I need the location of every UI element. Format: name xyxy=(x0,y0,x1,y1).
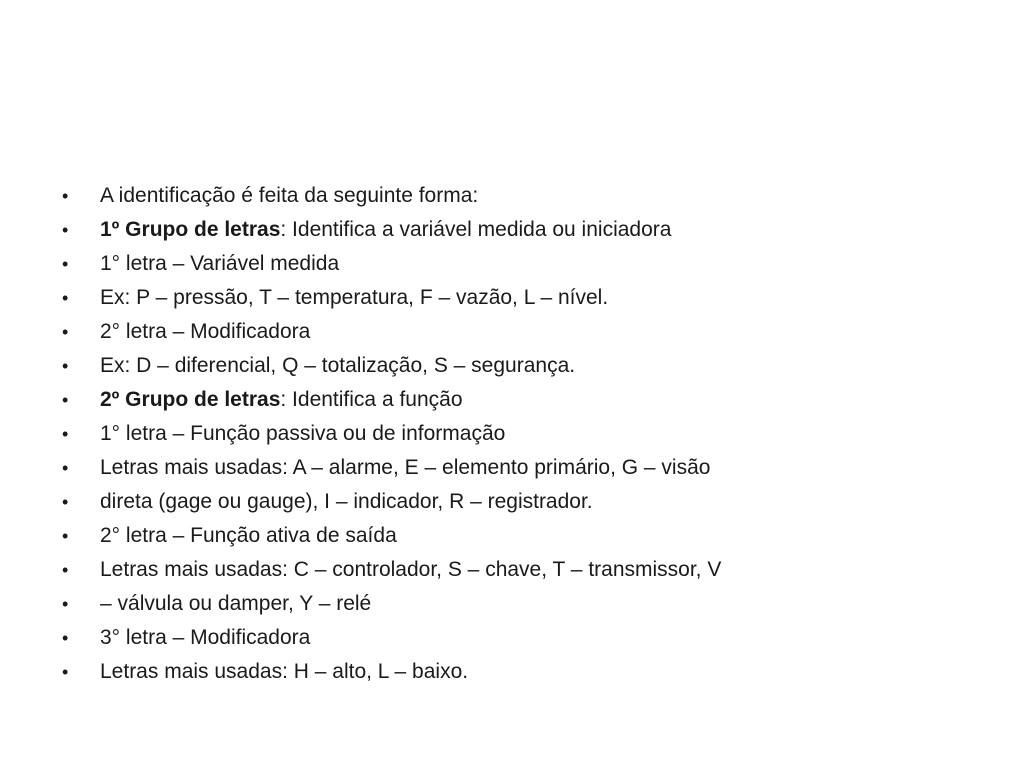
bullet-plain-text: Letras mais usadas: A – alarme, E – elemento primário, G – visão xyxy=(100,456,711,479)
bullet-item xyxy=(62,315,962,349)
bullet-list xyxy=(62,179,962,689)
bullet-plain-text: 1° letra – Função passiva ou de informação xyxy=(100,422,506,445)
bullet-text xyxy=(100,247,339,281)
bullet-item xyxy=(62,587,962,621)
bullet-icon: • xyxy=(62,424,69,444)
bullet-text xyxy=(100,383,463,417)
bullet-text xyxy=(100,621,310,655)
bullet-item xyxy=(62,179,962,213)
bullet-icon: • xyxy=(62,186,69,206)
bullet-text xyxy=(100,417,505,451)
bullet-icon: • xyxy=(62,628,69,648)
bullet-item xyxy=(62,349,962,383)
bullet-plain-text: – válvula ou damper, Y – relé xyxy=(100,592,372,615)
bullet-plain-text: 3° letra – Modificadora xyxy=(100,626,311,649)
bullet-text xyxy=(100,519,397,553)
bullet-bold-text: 1º Grupo de letras xyxy=(100,218,281,241)
bullet-icon: • xyxy=(62,662,69,682)
bullet-plain-text: 1° letra – Variável medida xyxy=(100,252,340,275)
bullet-item xyxy=(62,553,962,587)
bullet-item xyxy=(62,519,962,553)
bullet-bold-text: 2º Grupo de letras xyxy=(100,388,281,411)
bullet-item xyxy=(62,451,962,485)
bullet-item xyxy=(62,417,962,451)
bullet-plain-text: Ex: D – diferencial, Q – totalização, S – segurança. xyxy=(100,354,576,377)
bullet-text xyxy=(100,655,468,689)
bullet-plain-text: Letras mais usadas: C – controlador, S – chave, T – transmissor, V xyxy=(100,558,722,581)
bullet-icon: • xyxy=(62,560,69,580)
bullet-item xyxy=(62,281,962,315)
bullet-item xyxy=(62,655,962,689)
bullet-icon: • xyxy=(62,492,69,512)
bullet-text xyxy=(100,587,371,621)
bullet-plain-text: : Identifica a variável medida ou iniciadora xyxy=(280,218,672,241)
bullet-item xyxy=(62,213,962,247)
bullet-text xyxy=(100,213,671,247)
bullet-icon: • xyxy=(62,526,69,546)
bullet-icon: • xyxy=(62,220,69,240)
bullet-text xyxy=(100,179,478,213)
bullet-plain-text: A identificação é feita da seguinte forma: xyxy=(100,184,479,207)
bullet-plain-text: Letras mais usadas: H – alto, L – baixo. xyxy=(100,660,469,683)
bullet-icon: • xyxy=(62,254,69,274)
bullet-icon: • xyxy=(62,288,69,308)
bullet-item xyxy=(62,383,962,417)
bullet-plain-text: : Identifica a função xyxy=(280,388,463,411)
bullet-text xyxy=(100,485,593,519)
bullet-icon: • xyxy=(62,594,69,614)
bullet-item xyxy=(62,247,962,281)
bullet-icon: • xyxy=(62,390,69,410)
bullet-plain-text: Ex: P – pressão, T – temperatura, F – vazão, L – nível. xyxy=(100,286,609,309)
bullet-text xyxy=(100,349,575,383)
bullet-plain-text: 2° letra – Modificadora xyxy=(100,320,311,343)
bullet-text xyxy=(100,315,310,349)
bullet-icon: • xyxy=(62,356,69,376)
bullet-icon: • xyxy=(62,322,69,342)
bullet-text xyxy=(100,553,721,587)
bullet-text xyxy=(100,281,608,315)
bullet-text xyxy=(100,451,710,485)
bullet-icon: • xyxy=(62,458,69,478)
bullet-item xyxy=(62,485,962,519)
bullet-plain-text: 2° letra – Função ativa de saída xyxy=(100,524,397,547)
bullet-item xyxy=(62,621,962,655)
bullet-plain-text: direta (gage ou gauge), I – indicador, R – registrador. xyxy=(100,490,593,513)
